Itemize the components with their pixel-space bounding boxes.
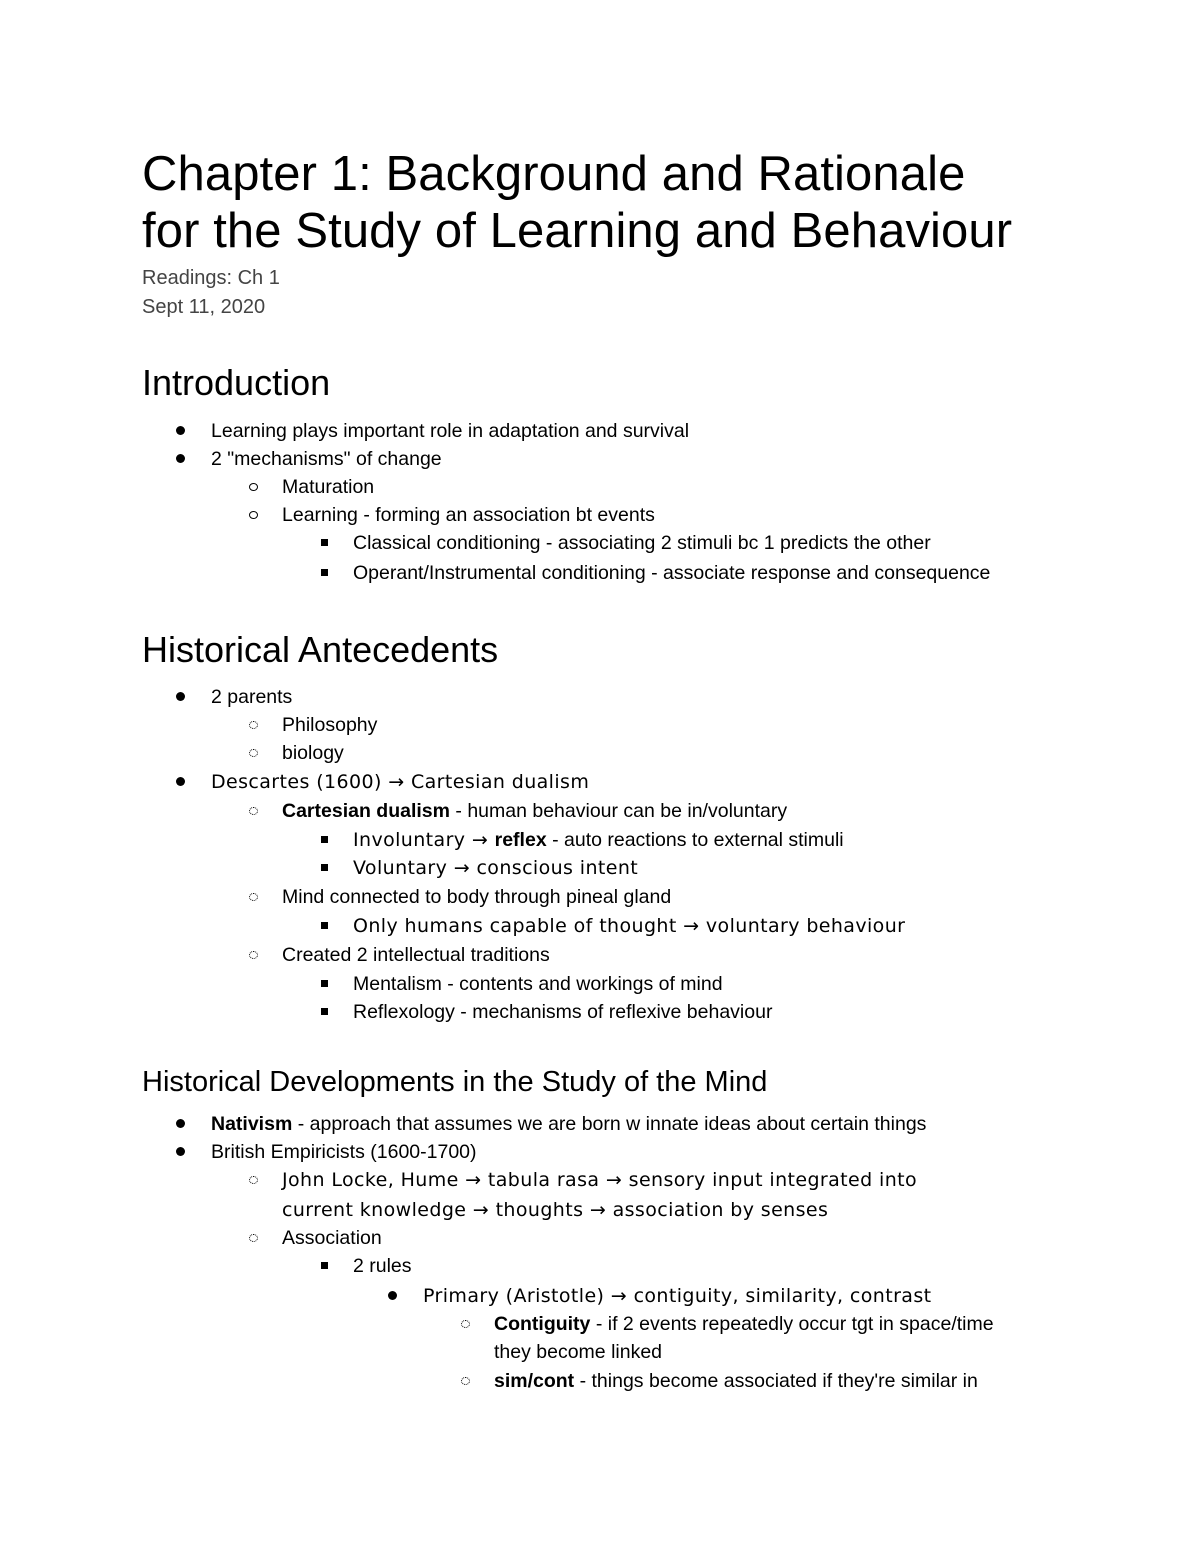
list-item: sim/cont - things become associated if they're similar in xyxy=(494,1367,978,1395)
term-sim-cont: sim/cont xyxy=(494,1370,575,1392)
list-item: 2 rules xyxy=(353,1252,412,1280)
square-bullet-icon xyxy=(320,826,330,854)
list-item: Philosophy xyxy=(282,711,377,739)
document-title xyxy=(142,146,1012,260)
list-item: Descartes (1600) → Cartesian dualism xyxy=(211,768,589,796)
readings-line: Readings: Ch 1 xyxy=(142,267,280,289)
list-item: Mentalism - contents and workings of mind xyxy=(353,970,723,998)
list-item: Learning plays important role in adaptation and survival xyxy=(211,417,689,445)
list-item: Only humans capable of thought → voluntary behaviour xyxy=(353,912,905,940)
circle-bullet-icon xyxy=(248,501,259,529)
disc-bullet-icon xyxy=(175,1110,186,1138)
list-item: 2 "mechanisms" of change xyxy=(211,445,442,473)
circle-bullet-icon xyxy=(460,1367,471,1395)
list-item: Operant/Instrumental conditioning - associate response and consequence xyxy=(353,559,990,587)
list-item: Involuntary → reflex - auto reactions to external stimuli xyxy=(353,826,844,854)
title-line-1: Chapter 1: Background and Rationale xyxy=(142,147,966,201)
term-nativism: Nativism xyxy=(211,1113,293,1135)
square-bullet-icon xyxy=(320,559,330,587)
disc-bullet-icon xyxy=(175,445,186,473)
list-item: Learning - forming an association bt events xyxy=(282,501,655,529)
title-line-2: for the Study of Learning and Behaviour xyxy=(142,204,1013,258)
list-item: John Locke, Hume → tabula rasa → sensory input integrated into xyxy=(282,1166,917,1194)
list-item: Association xyxy=(282,1224,382,1252)
disc-bullet-icon xyxy=(175,1138,186,1166)
square-bullet-icon xyxy=(320,970,330,998)
square-bullet-icon xyxy=(320,998,330,1026)
section-heading-introduction: Introduction xyxy=(142,362,331,403)
section-heading-historical-antecedents: Historical Antecedents xyxy=(142,629,499,670)
list-item: Contiguity - if 2 events repeatedly occur tgt in space/time xyxy=(494,1310,994,1338)
list-item: Maturation xyxy=(282,473,374,501)
disc-bullet-icon xyxy=(175,768,186,796)
list-item: Nativism - approach that assumes we are born w innate ideas about certain things xyxy=(211,1110,926,1138)
list-item: Classical conditioning - associating 2 stimuli bc 1 predicts the other xyxy=(353,529,931,557)
list-item: British Empiricists (1600-1700) xyxy=(211,1138,477,1166)
list-item: biology xyxy=(282,739,344,767)
list-item: Reflexology - mechanisms of reflexive behaviour xyxy=(353,998,772,1026)
list-item-continuation: current knowledge → thoughts → association by senses xyxy=(282,1199,829,1221)
circle-bullet-icon xyxy=(248,711,259,739)
list-item: Voluntary → conscious intent xyxy=(353,854,638,882)
circle-bullet-icon xyxy=(248,739,259,767)
circle-bullet-icon xyxy=(248,1166,259,1194)
disc-bullet-icon xyxy=(175,417,186,445)
list-item: Primary (Aristotle) → contiguity, similarity, contrast xyxy=(423,1282,931,1310)
list-item: Created 2 intellectual traditions xyxy=(282,941,550,969)
term-cartesian-dualism: Cartesian dualism xyxy=(282,800,450,822)
disc-bullet-icon xyxy=(387,1282,398,1310)
circle-bullet-icon xyxy=(460,1310,471,1338)
list-item: Mind connected to body through pineal gland xyxy=(282,883,671,911)
section-heading-historical-developments: Historical Developments in the Study of the Mind xyxy=(142,1066,768,1098)
circle-bullet-icon xyxy=(248,797,259,825)
square-bullet-icon xyxy=(320,529,330,557)
list-item: 2 parents xyxy=(211,683,292,711)
circle-bullet-icon xyxy=(248,941,259,969)
date-line: Sept 11, 2020 xyxy=(142,296,266,318)
square-bullet-icon xyxy=(320,912,330,940)
circle-bullet-icon xyxy=(248,1224,259,1252)
square-bullet-icon xyxy=(320,1252,330,1280)
square-bullet-icon xyxy=(320,854,330,882)
disc-bullet-icon xyxy=(175,683,186,711)
circle-bullet-icon xyxy=(248,883,259,911)
circle-bullet-icon xyxy=(248,473,259,501)
term-contiguity: Contiguity xyxy=(494,1313,591,1335)
list-item-continuation: they become linked xyxy=(494,1341,663,1363)
list-item: Cartesian dualism - human behaviour can be in/voluntary xyxy=(282,797,787,825)
term-reflex: reflex xyxy=(494,829,547,851)
